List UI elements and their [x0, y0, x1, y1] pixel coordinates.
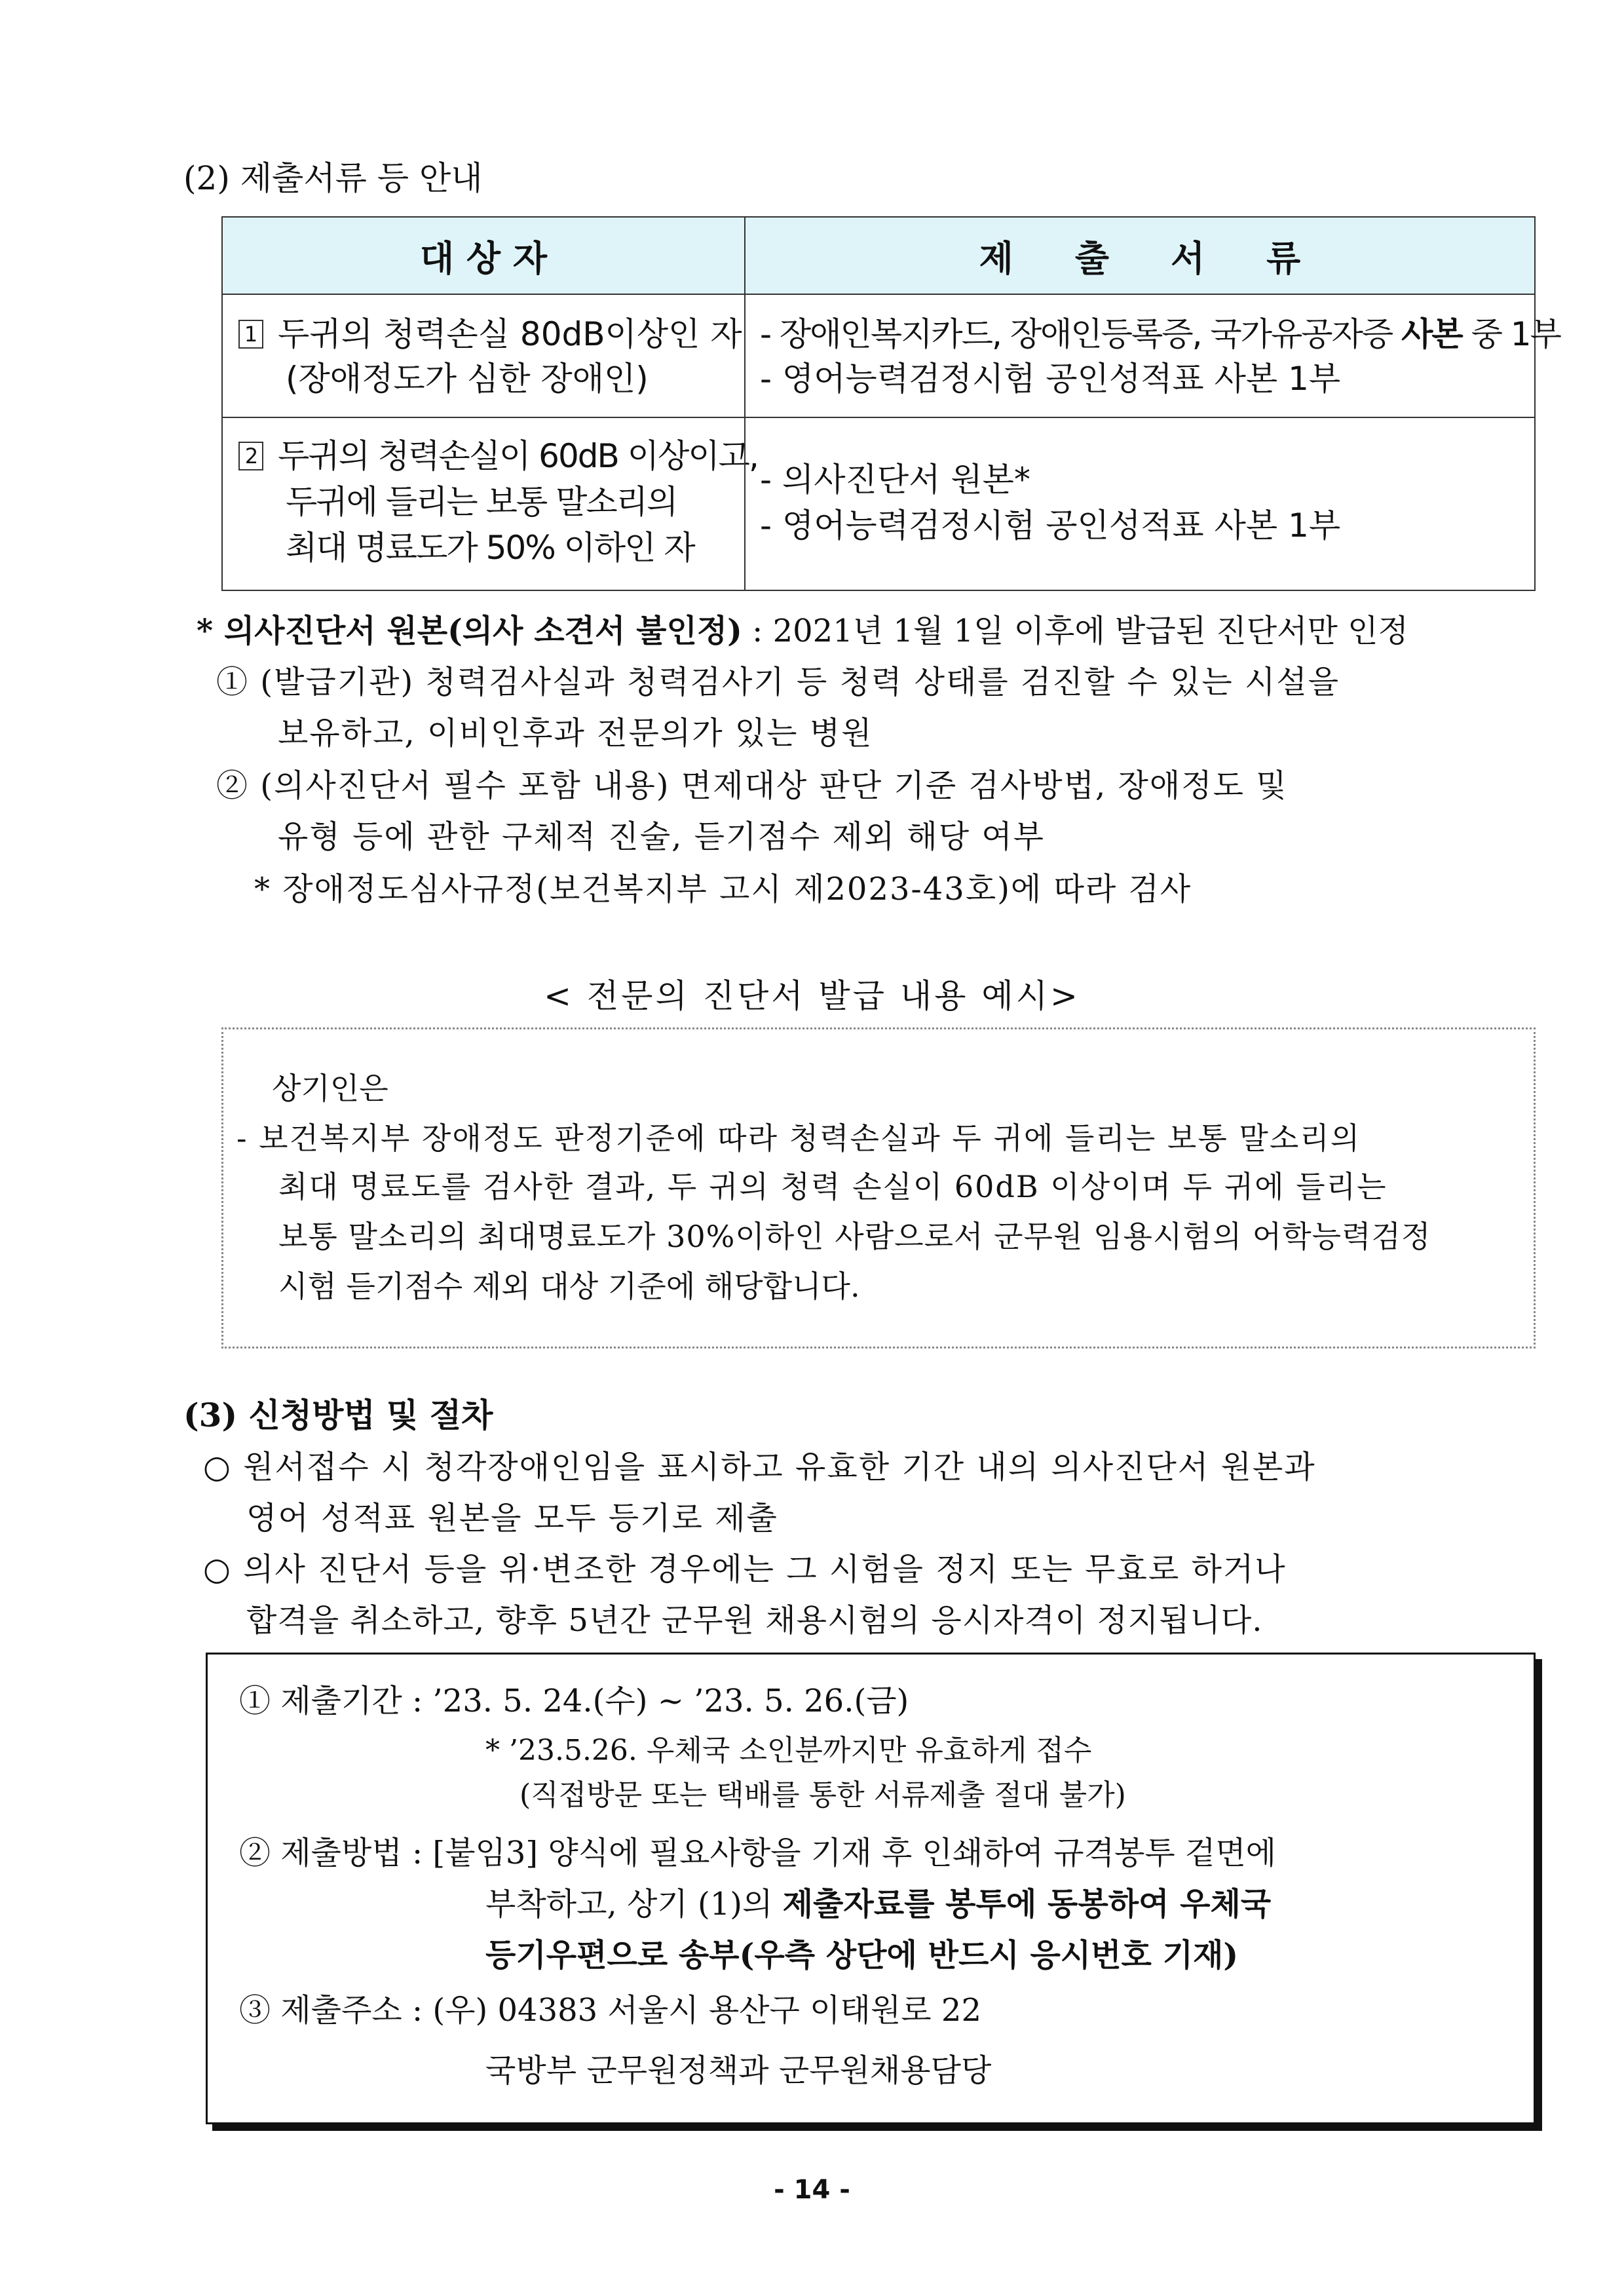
section-2-title: (2) 제출서류 등 안내 — [183, 159, 483, 197]
table-header-target: 대 상 자 — [221, 216, 746, 295]
table-row-2-documents — [744, 417, 1536, 591]
table-row-1-target — [221, 294, 746, 418]
row-1-target-line-1: 1 두귀의 청력손실 80dB이상인 자 — [238, 313, 742, 355]
row-number-box: 1 — [238, 320, 263, 349]
row-number-box: 2 — [238, 442, 263, 470]
example-line-4: 보통 말소리의 최대명료도가 30%이하인 사람으로서 군무원 임용시험의 어학능력검정 — [278, 1219, 1431, 1254]
table-header-documents: 제 출 서 류 — [744, 216, 1536, 295]
submission-info-box — [206, 1653, 1536, 2124]
page-number: - 14 - — [774, 2175, 850, 2205]
submission-method-line-3: 등기우편으로 송부(우측 상단에 반드시 응시번호 기재) — [485, 1937, 1239, 1974]
bullet-1-line-1: ○ 원서접수 시 청각장애인임을 표시하고 유효한 기간 내의 의사진단서 원본과 — [203, 1449, 1316, 1485]
example-title: < 전문의 진단서 발급 내용 예시> — [544, 977, 1080, 1015]
row-2-target-line-2: 두귀에 들리는 보통 말소리의 — [286, 483, 677, 521]
item-2-line-2: 유형 등에 관한 구체적 진술, 듣기점수 제외 해당 여부 — [278, 818, 1046, 855]
table-row-2-target — [221, 417, 758, 591]
row-2-target-line-3: 최대 명료도가 50% 이하인 자 — [286, 529, 694, 567]
submission-period-note-2: (직접방문 또는 택배를 통한 서류제출 절대 불가) — [519, 1778, 1126, 1812]
row-1-target-line-2: (장애정도가 심한 장애인) — [286, 360, 649, 398]
row-2-target-line-1: 2 두귀의 청력손실이 60dB 이상이고, — [238, 435, 758, 477]
example-box — [221, 1027, 1536, 1349]
example-line-5: 시험 듣기점수 제외 대상 기준에 해당합니다. — [278, 1269, 860, 1304]
submission-address-line-1: ③ 제출주소 : (우) 04383 서울시 용산구 이태원로 22 — [239, 1992, 981, 2029]
item-2-line-1: ② (의사진단서 필수 포함 내용) 면제대상 판단 기준 검사방법, 장애정도 및 — [216, 767, 1288, 804]
example-line-1: 상기인은 — [272, 1071, 388, 1106]
example-line-3: 최대 명료도를 검사한 결과, 두 귀의 청력 손실이 60dB 이상이며 두 귀에 들리는 — [278, 1169, 1388, 1204]
item-1-line-2: 보유하고, 이비인후과 전문의가 있는 병원 — [278, 715, 873, 752]
item-1-line-1: ① (발급기관) 청력검사실과 청력검사기 등 청력 상태를 검진할 수 있는 시설을 — [216, 664, 1340, 700]
diagnosis-note: * 의사진단서 원본(의사 소견서 불인정) : 2021년 1월 1일 이후에 발급된 진단서만 인정 — [197, 613, 1408, 649]
regulation-note: * 장애정도심사규정(보건복지부 고시 제2023-43호)에 따라 검사 — [254, 871, 1192, 908]
submission-period-note-1: * ’23.5.26. 우체국 소인분까지만 유효하게 접수 — [485, 1734, 1092, 1767]
table-row-1-documents — [744, 294, 1560, 418]
submission-address-line-2: 국방부 군무원정책과 군무원채용담당 — [485, 2052, 992, 2089]
section-3-title: (3) 신청방법 및 절차 — [183, 1396, 493, 1434]
submission-method-line-1: ② 제출방법 : [붙임3] 양식에 필요사항을 기재 후 인쇄하여 규격봉투 겉면에 — [239, 1835, 1277, 1871]
documents-table — [221, 216, 1560, 591]
row-1-docs-line-2: - 영어능력검정시험 공인성적표 사본 1부 — [760, 360, 1341, 398]
submission-method-line-2: 부착하고, 상기 (1)의 제출자료를 봉투에 동봉하여 우체국 — [485, 1886, 1272, 1923]
row-2-docs-line-2: - 영어능력검정시험 공인성적표 사본 1부 — [760, 507, 1341, 545]
bullet-2-line-2: 합격을 취소하고, 향후 5년간 군무원 채용시험의 응시자격이 정지됩니다. — [246, 1602, 1263, 1639]
row-1-docs-line-1: - 장애인복지카드, 장애인등록증, 국가유공자증 사본 중 1부 — [760, 315, 1560, 353]
bullet-2-line-1: ○ 의사 진단서 등을 위·변조한 경우에는 그 시험을 정지 또는 무효로 하거나 — [203, 1551, 1287, 1588]
row-2-docs-line-1: - 의사진단서 원본* — [760, 461, 1030, 499]
bullet-1-line-2: 영어 성적표 원본을 모두 등기로 제출 — [246, 1500, 778, 1537]
example-line-2: - 보건복지부 장애정도 판정기준에 따라 청력손실과 두 귀에 들리는 보통 말소리의 — [236, 1120, 1361, 1156]
submission-period: ① 제출기간 : ’23. 5. 24.(수) ~ ’23. 5. 26.(금) — [239, 1683, 909, 1719]
